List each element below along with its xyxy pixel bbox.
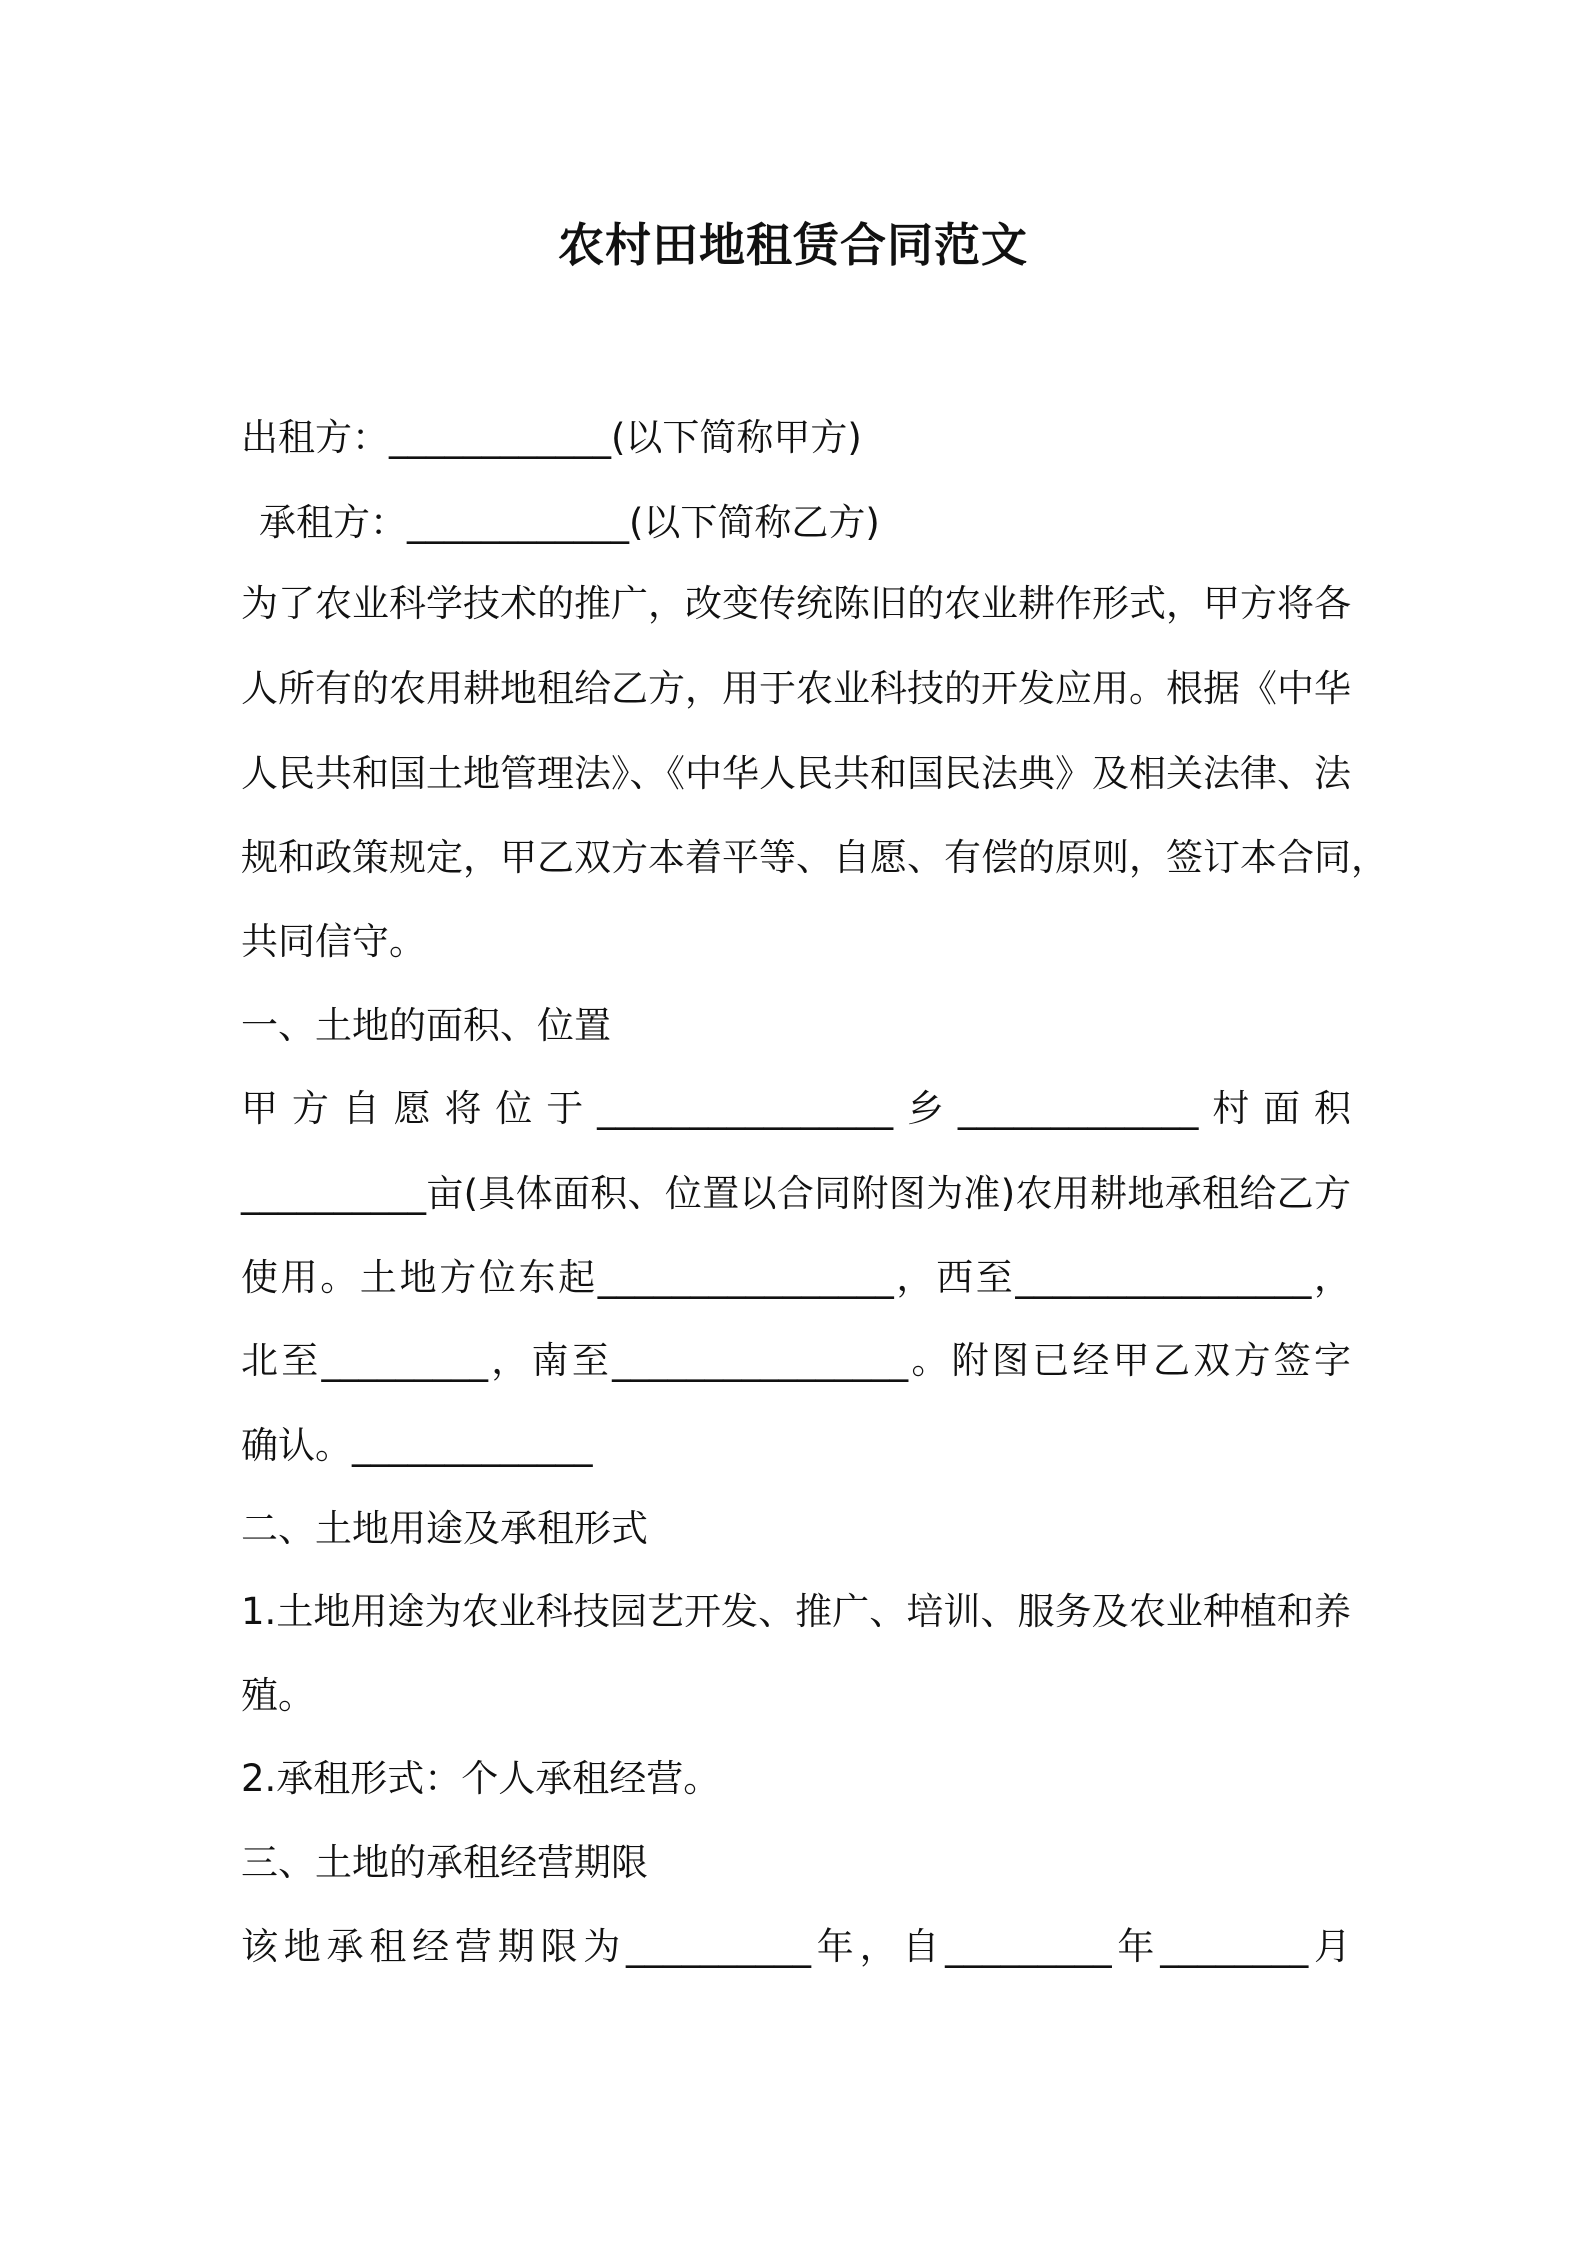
preamble-line-3: 人民共和国土地管理法》、《中华人民共和国民法典》及相关法律、法 bbox=[241, 752, 1351, 795]
preamble-line-4: 规和政策规定，甲乙双方本着平等、自愿、有偿的原则，签订本合同， bbox=[241, 836, 1388, 879]
section-2-item-1-line-2: 殖。 bbox=[241, 1674, 315, 1717]
section-2-item-1-line-1: 1.土地用途为农业科技园艺开发、推广、培训、服务及农业种植和养 bbox=[241, 1590, 1351, 1633]
section-1-line-2: __________亩(具体面积、位置以合同附图为准)农用耕地承租给乙方 bbox=[241, 1172, 1351, 1215]
section-2-item-2: 2.承租形式：个人承租经营。 bbox=[241, 1757, 721, 1800]
section-heading-3: 三、土地的承租经营期限 bbox=[241, 1841, 648, 1884]
preamble-line-5: 共同信守。 bbox=[241, 920, 426, 963]
section-3-line-1: 该地承租经营期限为__________年，自_________年________月 bbox=[241, 1925, 1351, 1968]
section-heading-2: 二、土地用途及承租形式 bbox=[241, 1507, 648, 1550]
lessee-line: 承租方：____________(以下简称乙方) bbox=[259, 501, 880, 544]
section-1-line-3: 使用。土地方位东起________________，西至________________， bbox=[241, 1256, 1351, 1299]
preamble-line-1: 为了农业科学技术的推广，改变传统陈旧的农业耕作形式，甲方将各 bbox=[241, 582, 1351, 625]
document-title: 农村田地租赁合同范文 bbox=[558, 218, 1028, 272]
preamble-line-2: 人所有的农用耕地租给乙方，用于农业科技的开发应用。根据《中华 bbox=[241, 667, 1351, 710]
section-heading-1: 一、土地的面积、位置 bbox=[241, 1004, 611, 1047]
section-1-line-5: 确认。_____________ bbox=[241, 1424, 593, 1467]
section-1-line-1: 甲方自愿将位于________________乡_____________村面积 bbox=[241, 1087, 1351, 1130]
lessor-line: 出租方：____________(以下简称甲方) bbox=[241, 416, 862, 459]
section-1-line-4: 北至_________，南至________________。附图已经甲乙双方签字 bbox=[241, 1339, 1351, 1382]
